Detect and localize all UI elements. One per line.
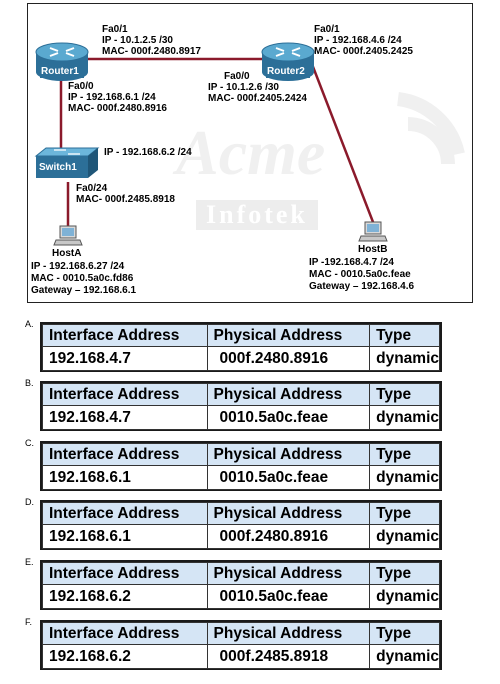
header-interface-address: Interface Address <box>43 444 208 466</box>
cell-type: dynamic <box>370 525 440 549</box>
option-letter[interactable]: A. <box>25 319 34 329</box>
router2-fa00-iface: Fa0/0 <box>224 71 250 82</box>
option-letter[interactable]: B. <box>25 378 34 388</box>
router1-fa00-ip: IP - 192.168.6.1 /24 <box>68 92 156 103</box>
cell-physical-address: 0010.5a0c.feae <box>207 406 370 430</box>
cell-interface-address: 192.168.4.7 <box>43 347 208 371</box>
header-type: Type <box>370 563 440 585</box>
table-row <box>43 466 440 490</box>
hosta-ip: IP - 192.168.6.27 /24 <box>31 261 125 272</box>
table-header-row <box>43 444 440 466</box>
router1-fa00-mac: MAC- 000f.2480.8916 <box>68 103 167 114</box>
hosta-pc-icon <box>54 226 82 245</box>
router1-name: Router1 <box>41 66 79 77</box>
hostb-name: HostB <box>358 244 388 255</box>
option-arp-table[interactable] <box>40 322 442 372</box>
hostb-ip: IP -192.168.4.7 /24 <box>309 257 394 268</box>
switch1-ip: IP - 192.168.6.2 /24 <box>104 147 192 158</box>
cell-physical-address: 000f.2485.8918 <box>207 645 370 669</box>
router2-fa01-mac: MAC- 000f.2405.2425 <box>314 46 413 57</box>
table-header-row <box>43 384 440 406</box>
router1-fa01-mac: MAC- 000f.2480.8917 <box>102 46 201 57</box>
header-physical-address: Physical Address <box>207 384 370 406</box>
router2-name: Router2 <box>267 66 305 77</box>
header-type: Type <box>370 384 440 406</box>
switch1-fa024-iface: Fa0/24 <box>76 183 108 194</box>
option-arp-table[interactable] <box>40 381 442 431</box>
router2-fa00-ip: IP - 10.1.2.6 /30 <box>208 82 279 93</box>
link-router2-hostb <box>310 59 373 222</box>
hosta-mac: MAC - 0010.5a0c.fd86 <box>31 273 134 284</box>
cell-interface-address: 192.168.6.1 <box>43 525 208 549</box>
table-header-row <box>43 325 440 347</box>
option-letter[interactable]: F. <box>25 617 33 627</box>
cell-interface-address: 192.168.6.2 <box>43 645 208 669</box>
arp-table-grid <box>42 502 440 549</box>
option-letter[interactable]: D. <box>25 497 34 507</box>
arp-table-grid <box>42 383 440 430</box>
cell-type: dynamic <box>370 585 440 609</box>
arp-table-grid <box>42 562 440 609</box>
cell-type: dynamic <box>370 406 440 430</box>
hostb-pc-icon <box>359 222 387 241</box>
arp-table-grid <box>42 324 440 371</box>
table-row <box>43 406 440 430</box>
hostb-mac: MAC - 0010.5a0c.feae <box>309 269 411 280</box>
router1-fa01-ip: IP - 10.1.2.5 /30 <box>102 35 173 46</box>
option-arp-table[interactable] <box>40 500 442 550</box>
cell-type: dynamic <box>370 466 440 490</box>
table-header-row <box>43 503 440 525</box>
watermark-line2: Infotek <box>196 200 318 230</box>
switch1-fa024-mac: MAC- 000f.2485.8918 <box>76 194 175 205</box>
header-type: Type <box>370 623 440 645</box>
header-interface-address: Interface Address <box>43 623 208 645</box>
header-physical-address: Physical Address <box>207 563 370 585</box>
router1-fa00-iface: Fa0/0 <box>68 81 94 92</box>
table-header-row <box>43 623 440 645</box>
router1-fa01-iface: Fa0/1 <box>102 24 128 35</box>
table-row <box>43 585 440 609</box>
hosta-gateway: Gateway – 192.168.6.1 <box>31 285 137 296</box>
cell-physical-address: 000f.2480.8916 <box>207 347 370 371</box>
header-type: Type <box>370 325 440 347</box>
router2-fa01-ip: IP - 192.168.4.6 /24 <box>314 35 402 46</box>
table-row <box>43 525 440 549</box>
cell-physical-address: 0010.5a0c.feae <box>207 466 370 490</box>
table-row <box>43 347 440 371</box>
router2-fa00-mac: MAC- 000f.2405.2424 <box>208 93 307 104</box>
header-physical-address: Physical Address <box>207 325 370 347</box>
cell-interface-address: 192.168.4.7 <box>43 406 208 430</box>
arp-table-grid <box>42 622 440 669</box>
table-header-row <box>43 563 440 585</box>
header-physical-address: Physical Address <box>207 503 370 525</box>
option-arp-table[interactable] <box>40 620 442 670</box>
arp-table-grid <box>42 443 440 490</box>
header-type: Type <box>370 444 440 466</box>
option-arp-table[interactable] <box>40 560 442 610</box>
header-interface-address: Interface Address <box>43 325 208 347</box>
header-physical-address: Physical Address <box>207 444 370 466</box>
cell-physical-address: 0010.5a0c.feae <box>207 585 370 609</box>
cell-type: dynamic <box>370 347 440 371</box>
cell-type: dynamic <box>370 645 440 669</box>
option-letter[interactable]: E. <box>25 557 34 567</box>
header-interface-address: Interface Address <box>43 503 208 525</box>
watermark-line1: Acme <box>176 117 326 188</box>
table-row <box>43 645 440 669</box>
header-interface-address: Interface Address <box>43 563 208 585</box>
watermark-arcs <box>398 99 458 164</box>
cell-interface-address: 192.168.6.1 <box>43 466 208 490</box>
hostb-gateway: Gateway – 192.168.4.6 <box>309 281 415 292</box>
header-type: Type <box>370 503 440 525</box>
header-interface-address: Interface Address <box>43 384 208 406</box>
cell-physical-address: 000f.2480.8916 <box>207 525 370 549</box>
hosta-name: HostA <box>52 248 82 259</box>
cell-interface-address: 192.168.6.2 <box>43 585 208 609</box>
option-letter[interactable]: C. <box>25 438 34 448</box>
option-arp-table[interactable] <box>40 441 442 491</box>
network-diagram <box>27 3 473 303</box>
header-physical-address: Physical Address <box>207 623 370 645</box>
router2-fa01-iface: Fa0/1 <box>314 24 340 35</box>
switch1-name: Switch1 <box>39 162 77 173</box>
